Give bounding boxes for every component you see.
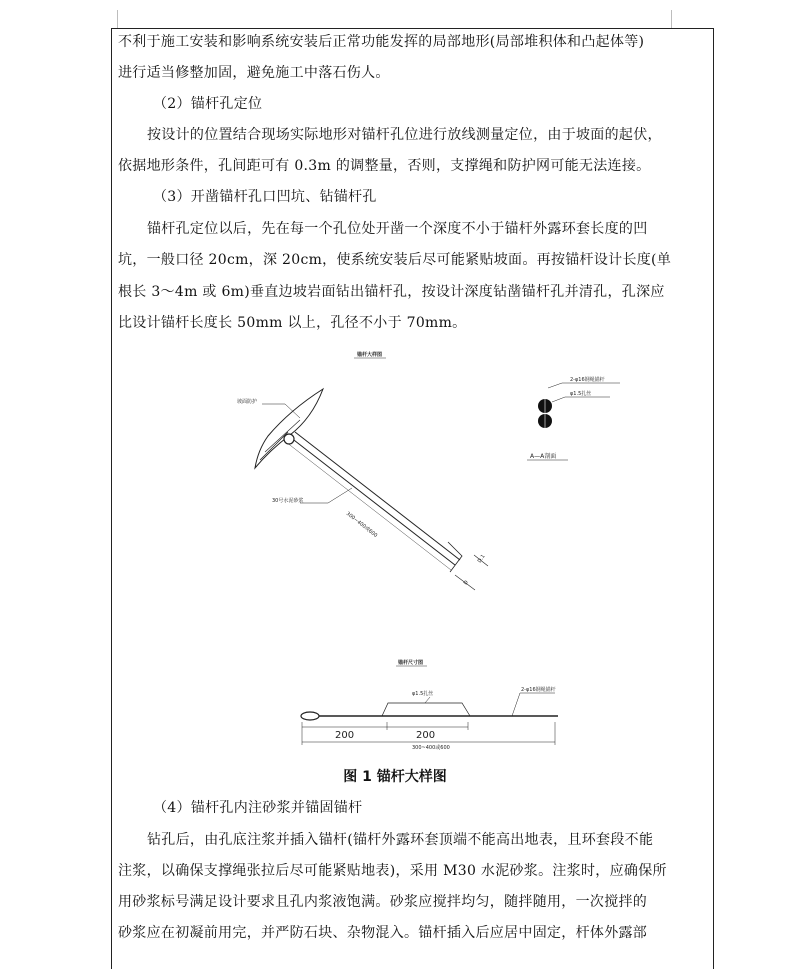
dim-left: 200 (335, 730, 355, 741)
dim-right: 200 (416, 730, 436, 741)
body-line: 注浆，以确保支撑绳张拉后尽可能紧贴地表)，采用 M30 水泥砂浆。注浆时，应确保所 (118, 863, 667, 879)
grout-label: 30号水泥砂浆 (272, 498, 304, 504)
section-heading: （2）锚杆孔定位 (153, 96, 263, 112)
body-line: 钻孔后，由孔底注浆并插入锚杆(锚杆外露环套顶端不能高出地表，且环套段不能 (147, 832, 654, 848)
body-line: 比设计锚杆长度长 50mm 以上，孔径不小于 70mm。 (118, 315, 467, 331)
section-title: A—A剖面 (530, 453, 557, 460)
slope-surface (255, 389, 323, 468)
body-line: 依据地形条件，孔间距可有 0.3m 的调整量，否则，支撑绳和防护网可能无法连接。 (118, 158, 651, 174)
dim-total: 300~400或600 (412, 745, 450, 751)
section-heading: （4）锚杆孔内注砂浆并锚固锚杆 (153, 800, 363, 816)
body-line: 锚杆孔定位以后，先在每一个孔位处开凿一个深度不小于锚杆外露环套长度的凹 (147, 221, 648, 237)
body-line: 砂浆应在初凝前用完，并严防石块、杂物混入。锚杆插入后应居中固定，杆体外露部 (118, 925, 648, 941)
body-line: 根长 3～4m 或 6m)垂直边坡岩面钻出锚杆孔，按设计深度钻凿锚杆孔并清孔，孔深应 (118, 284, 665, 300)
slope-label: 坡面防护 (237, 399, 258, 405)
dim-rope-label: 2-φ16钢绳锚杆 (521, 687, 556, 693)
anchor-loop (284, 434, 294, 444)
body-line: 进行适当修整加固，避免施工中落石伤人。 (118, 65, 390, 81)
anchor-rod (290, 437, 455, 565)
body-line: 用砂浆标号满足设计要求且孔内浆液饱满。砂浆应搅拌均匀，随拌随用，一次搅拌的 (118, 894, 648, 910)
body-line: 不利于施工安装和影响系统安装后正常功能发挥的局部地形(局部堆积体和凸起体等) (118, 34, 645, 50)
body-line: 坑，一般口径 20cm，深 20cm，使系统安装后尽可能紧贴坡面。再按锚杆设计长度(单 (118, 252, 672, 268)
figure-caption: 图 1 锚杆大样图 (343, 769, 447, 785)
dim-tie-label: φ1.5扎丝 (412, 691, 434, 697)
rod-loop (301, 712, 319, 720)
svg-text:D.1: D.1 (476, 553, 487, 565)
body-line: 按设计的位置结合现场实际地形对锚杆孔位进行放线测量定位，由于坡面的起伏， (147, 127, 662, 143)
figure-title-top: 锚杆大样图 (357, 352, 383, 358)
figure-title-bottom: 锚杆尺寸图 (398, 660, 424, 666)
rod-length-label: 300~400或600 (344, 510, 379, 539)
section-heading: （3）开凿锚杆孔口凹坑、钻锚杆孔 (153, 189, 377, 205)
section-tie-label: φ1.5扎丝 (570, 391, 592, 397)
svg-text:D: D (462, 579, 470, 587)
section-rope-label: 2-φ16钢绳锚杆 (570, 377, 605, 383)
